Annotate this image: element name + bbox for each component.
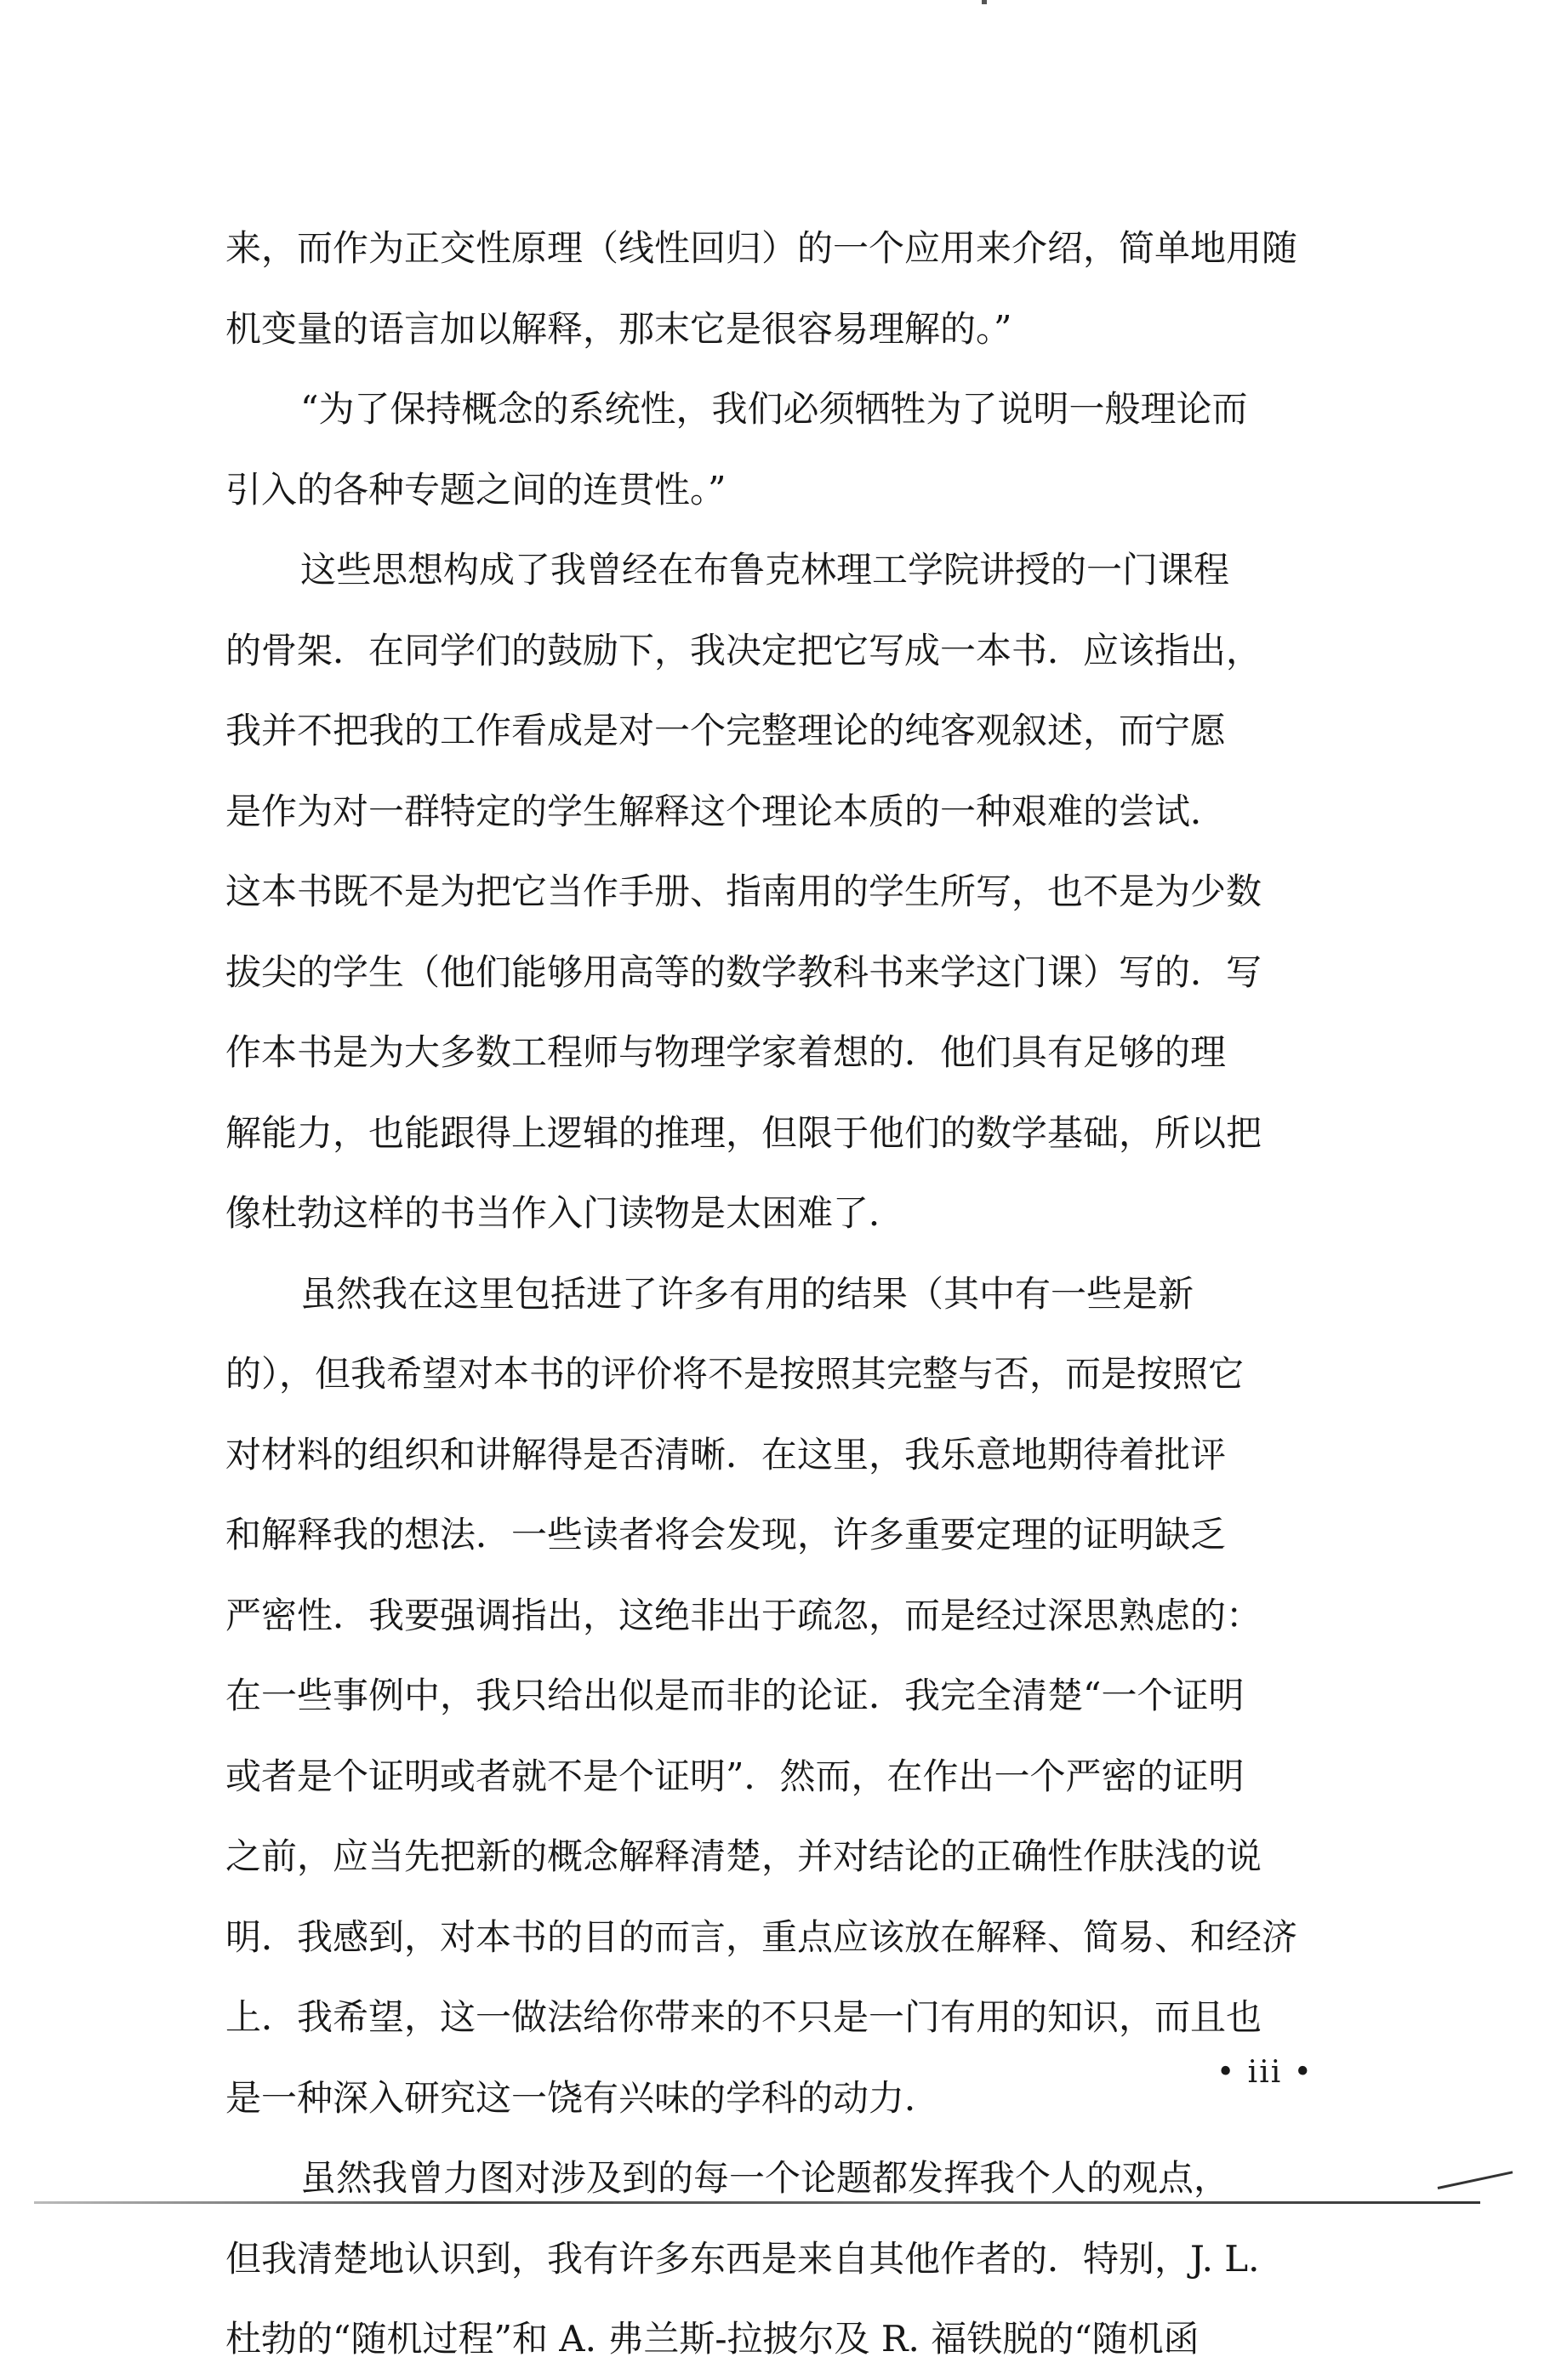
text-line: 引入的各种专题之间的连贯性。”: [225, 468, 727, 511]
page-number: • iii •: [1217, 2055, 1314, 2090]
text-line: 严密性．我要强调指出，这绝非出于疏忽，而是经过深思熟虑的：: [225, 1594, 1262, 1636]
text-line: 但我清楚地认识到，我有许多东西是来自其他作者的．特别，J. L.: [225, 2237, 1260, 2280]
text-line: 之前，应当先把新的概念解释清楚，并对结论的正确性作肤浅的说: [225, 1835, 1262, 1877]
bottom-rule: [34, 2201, 1480, 2204]
text-line: 虽然我在这里包括进了许多有用的结果（其中有一些是新: [300, 1272, 1194, 1315]
text-line: 在一些事例中，我只给出似是而非的论证．我完全清楚“一个证明: [225, 1675, 1245, 1716]
text-line: 上．我希望，这一做法给你带来的不只是一门有用的知识，而且也: [225, 1996, 1262, 2038]
body-text: [225, 208, 1370, 2380]
text-line: 来，而作为正交性原理（线性回归）的一个应用来介绍，简单地用随: [225, 227, 1298, 269]
scan-mark: [982, 0, 987, 4]
text-line: 这本书既不是为把它当作手册、指南用的学生所写，也不是为少数: [225, 870, 1262, 912]
text-line: 或者是个证明或者就不是个证明”．然而，在作出一个严密的证明: [225, 1755, 1245, 1797]
text-line: 这些思想构成了我曾经在布鲁克林理工学院讲授的一门课程: [300, 549, 1230, 591]
text-line: 是作为对一群特定的学生解释这个理论本质的一种艰难的尝试．: [225, 790, 1227, 832]
text-line: 作本书是为大多数工程师与物理学家着想的．他们具有足够的理: [225, 1031, 1227, 1073]
text-line: 是一种深入研究这一饶有兴味的学科的动力．: [225, 2076, 941, 2119]
text-line: 的骨架．在同学们的鼓励下，我决定把它写成一本书．应该指出，: [225, 629, 1262, 671]
text-line: 杜勃的“随机过程”和 A. 弗兰斯-拉披尔及 R. 福铁脱的“随机函: [225, 2318, 1200, 2360]
text-line: 的），但我希望对本书的评价将不是按照其完整与否，而是按照它: [225, 1353, 1245, 1395]
text-line: 机变量的语言加以解释，那末它是很容易理解的。”: [225, 307, 1012, 350]
text-line: 像杜勃这样的书当作入门读物是太困难了．: [225, 1192, 905, 1234]
text-line: 我并不把我的工作看成是对一个完整理论的纯客观叙述，而宁愿: [225, 710, 1227, 751]
bottom-rule-tail: [1438, 2171, 1513, 2189]
text-line: 和解释我的想法．一些读者将会发现，许多重要定理的证明缺乏: [225, 1514, 1227, 1555]
text-line: 明．我感到，对本书的目的而言，重点应该放在解释、简易、和经济: [225, 1915, 1298, 1958]
text-line: “为了保持概念的系统性，我们必须牺牲为了说明一般理论而: [300, 388, 1248, 430]
text-line: 拔尖的学生（他们能够用高等的数学教科书来学这门课）写的．写: [225, 950, 1262, 993]
text-line: 解能力，也能跟得上逻辑的推理，但限于他们的数学基础，所以把: [225, 1111, 1262, 1154]
text-line: 虽然我曾力图对涉及到的每一个论题都发挥我个人的观点，: [300, 2157, 1230, 2199]
text-line: 对材料的组织和讲解得是否清晰．在这里，我乐意地期待着批评: [225, 1433, 1227, 1475]
